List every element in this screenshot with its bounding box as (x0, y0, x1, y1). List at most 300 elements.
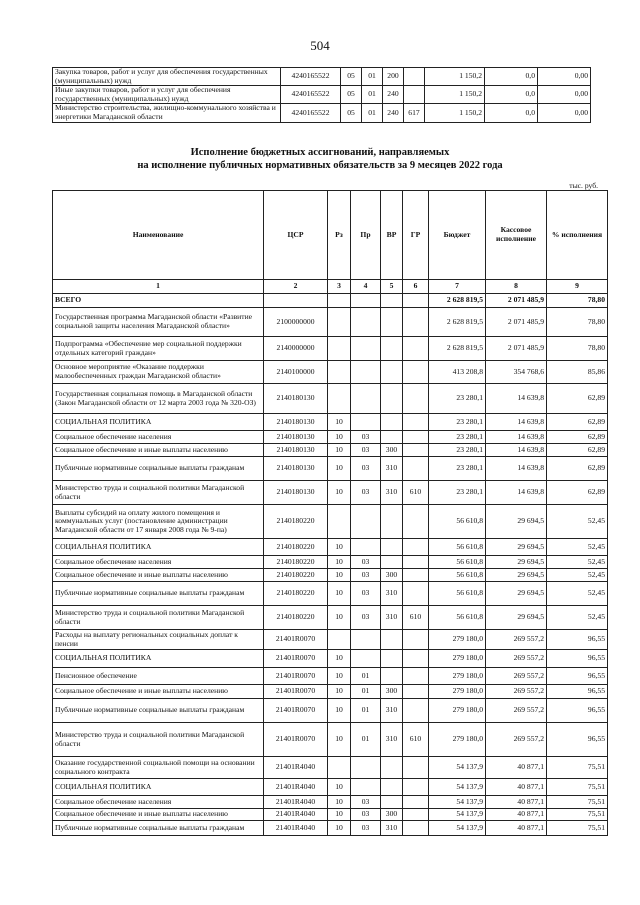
cell-vr (381, 294, 403, 308)
column-number: 9 (547, 280, 608, 294)
cell-vr: 300 (381, 685, 403, 699)
cell-budget: 23 280,1 (429, 444, 486, 457)
cell-csr: 2140180130 (264, 431, 328, 444)
cell-pct: 96,55 (547, 668, 608, 685)
cell-csr: 2140180130 (264, 457, 328, 481)
cell-pct: 78,80 (547, 337, 608, 361)
table-row (53, 668, 608, 685)
cell-pct: 52,45 (547, 556, 608, 569)
cell-pr: 03 (351, 431, 381, 444)
cell-csr: 21401R4040 (264, 796, 328, 809)
cell-vr (381, 650, 403, 668)
cell-gr: 610 (403, 481, 429, 505)
cell-budget: 56 610,8 (429, 569, 486, 582)
header-pct: % исполнения (547, 191, 608, 280)
cell-rz: 10 (328, 821, 351, 836)
cell-pr (351, 294, 381, 308)
cell-pr (351, 337, 381, 361)
header-cash: Кассовое исполнение (486, 191, 547, 280)
cell-cash: 40 877,1 (486, 821, 547, 836)
cell-pct: 75,51 (547, 796, 608, 809)
cell-gr (403, 685, 429, 699)
cell-csr: 2140000000 (264, 337, 328, 361)
cell-pr: 03 (351, 821, 381, 836)
cell-rz: 10 (328, 699, 351, 723)
cell-rz: 10 (328, 796, 351, 809)
cell-cash: 29 694,5 (486, 606, 547, 630)
report-title-line-1: Исполнение бюджетных ассигнований, направляемых (190, 147, 450, 158)
column-number: 2 (264, 280, 328, 294)
table-row (53, 821, 608, 836)
cell-vr (381, 337, 403, 361)
column-number: 1 (53, 280, 264, 294)
cell-budget: 56 610,8 (429, 505, 486, 539)
table-row (53, 757, 608, 779)
cell-pct: 52,45 (547, 606, 608, 630)
cell-pct: 0,00 (538, 68, 591, 86)
cell-cash: 269 557,2 (486, 699, 547, 723)
cell-pct: 62,89 (547, 457, 608, 481)
cell-pct: 0,00 (538, 86, 591, 104)
cell-cash: 29 694,5 (486, 539, 547, 556)
cell-vr (381, 539, 403, 556)
cell-pct: 75,51 (547, 757, 608, 779)
cell-rz (328, 294, 351, 308)
cell-budget: 23 280,1 (429, 414, 486, 431)
cell-cash: 269 557,2 (486, 630, 547, 650)
cell-gr: 610 (403, 723, 429, 757)
table-row (53, 539, 608, 556)
cell-gr: 617 (404, 104, 425, 122)
cell-cash: 269 557,2 (486, 650, 547, 668)
column-number: 3 (328, 280, 351, 294)
cell-cash: 0,0 (485, 104, 538, 122)
table-row (53, 505, 608, 539)
cell-csr: 4240165522 (281, 104, 341, 122)
cell-rz: 10 (328, 685, 351, 699)
cell-rz: 10 (328, 556, 351, 569)
cell-pct: 75,51 (547, 779, 608, 796)
cell-pct: 62,89 (547, 384, 608, 414)
cell-gr (403, 809, 429, 821)
cell-rz (328, 337, 351, 361)
cell-pr: 03 (351, 481, 381, 505)
cell-cash: 269 557,2 (486, 723, 547, 757)
cell-name: СОЦИАЛЬНАЯ ПОЛИТИКА (53, 539, 264, 556)
cell-pct: 62,89 (547, 481, 608, 505)
cell-name: Оказание государственной социальной помощи на основании социального контракта (53, 757, 264, 779)
cell-cash: 14 639,8 (486, 431, 547, 444)
cell-pr: 01 (351, 685, 381, 699)
cell-pr: 03 (351, 569, 381, 582)
cell-csr: 2100000000 (264, 308, 328, 337)
cell-pr (351, 505, 381, 539)
cell-rz: 10 (328, 414, 351, 431)
cell-vr: 310 (381, 457, 403, 481)
cell-csr: 21401R0070 (264, 723, 328, 757)
cell-rz: 10 (328, 431, 351, 444)
cell-name: Министерство труда и социальной политики Магаданской области (53, 606, 264, 630)
table-row (53, 630, 608, 650)
cell-budget: 2 628 819,5 (429, 308, 486, 337)
cell-cash: 29 694,5 (486, 569, 547, 582)
cell-name: Социальное обеспечение и иные выплаты населению (53, 569, 264, 582)
cell-vr (381, 414, 403, 431)
cell-rz (328, 630, 351, 650)
cell-gr: 610 (403, 606, 429, 630)
cell-budget: 54 137,9 (429, 779, 486, 796)
cell-pr (351, 384, 381, 414)
cell-pct: 75,51 (547, 821, 608, 836)
cell-pct: 62,89 (547, 444, 608, 457)
cell-budget: 279 180,0 (429, 685, 486, 699)
cell-gr (403, 757, 429, 779)
cell-budget: 54 137,9 (429, 809, 486, 821)
cell-rz: 10 (328, 457, 351, 481)
cell-cash: 14 639,8 (486, 481, 547, 505)
cell-gr (403, 444, 429, 457)
table-row (53, 796, 608, 809)
cell-gr (404, 68, 425, 86)
cell-pct: 96,55 (547, 699, 608, 723)
cell-vr (381, 630, 403, 650)
column-number: 4 (351, 280, 381, 294)
cell-gr (403, 384, 429, 414)
table-row (53, 308, 608, 337)
cell-rz: 10 (328, 723, 351, 757)
cell-pr: 03 (351, 444, 381, 457)
table-row (53, 86, 591, 104)
cell-vr: 310 (381, 606, 403, 630)
cell-pct: 85,86 (547, 361, 608, 384)
cell-budget: 1 150,2 (425, 86, 485, 104)
cell-pr: 03 (351, 809, 381, 821)
cell-vr (381, 668, 403, 685)
cell-gr (403, 337, 429, 361)
cell-csr: 2140180220 (264, 539, 328, 556)
cell-csr: 2140100000 (264, 361, 328, 384)
cell-pr (351, 757, 381, 779)
cell-vr: 310 (381, 821, 403, 836)
cell-budget: 279 180,0 (429, 699, 486, 723)
cell-vr (381, 384, 403, 414)
cell-rz: 10 (328, 444, 351, 457)
cell-name: Основное мероприятие «Оказание поддержки малообеспеченных граждан Магаданской области» (53, 361, 264, 384)
cell-pr (351, 650, 381, 668)
cell-pr: 01 (362, 68, 383, 86)
cell-pr (351, 308, 381, 337)
cell-pct: 62,89 (547, 414, 608, 431)
table-row (53, 779, 608, 796)
cell-pct: 62,89 (547, 431, 608, 444)
cell-csr: 21401R0070 (264, 699, 328, 723)
cell-pct: 75,51 (547, 809, 608, 821)
header-pr: Пр (351, 191, 381, 280)
cell-pct: 52,45 (547, 582, 608, 606)
cell-budget: 23 280,1 (429, 481, 486, 505)
cell-cash: 2 071 485,9 (486, 337, 547, 361)
cell-rz: 10 (328, 809, 351, 821)
cell-budget: 56 610,8 (429, 556, 486, 569)
cell-rz: 05 (341, 86, 362, 104)
header-name: Наименование (53, 191, 264, 280)
cell-rz: 10 (328, 779, 351, 796)
cell-name: Министерство строительства, жилищно-коммунального хозяйства и энергетики Магаданской области (53, 104, 281, 122)
cell-gr (403, 668, 429, 685)
cell-cash: 40 877,1 (486, 796, 547, 809)
table-row (53, 104, 591, 122)
cell-name: Министерство труда и социальной политики Магаданской области (53, 723, 264, 757)
cell-csr: 21401R4040 (264, 779, 328, 796)
cell-pr: 03 (351, 796, 381, 809)
cell-name: Государственная социальная помощь в Магаданской области (Закон Магаданской области от 12 марта 2003 года № 320-ОЗ) (53, 384, 264, 414)
header-row (53, 191, 608, 280)
cell-cash: 40 877,1 (486, 779, 547, 796)
table-row (53, 444, 608, 457)
table-row (53, 457, 608, 481)
cell-pr (351, 361, 381, 384)
cell-budget: 2 628 819,5 (429, 294, 486, 308)
cell-name: Пенсионное обеспечение (53, 668, 264, 685)
cell-csr: 2140180220 (264, 569, 328, 582)
cell-csr: 2140180130 (264, 384, 328, 414)
table-row (53, 414, 608, 431)
cell-rz: 10 (328, 606, 351, 630)
cell-rz: 10 (328, 539, 351, 556)
cell-pct: 96,55 (547, 650, 608, 668)
cell-cash: 269 557,2 (486, 668, 547, 685)
table-row (53, 606, 608, 630)
cell-rz: 10 (328, 582, 351, 606)
table-row (53, 431, 608, 444)
cell-pct: 52,45 (547, 505, 608, 539)
cell-gr (403, 294, 429, 308)
table-row (53, 361, 608, 384)
cell-rz: 10 (328, 481, 351, 505)
cell-csr: 2140180220 (264, 606, 328, 630)
cell-budget: 279 180,0 (429, 650, 486, 668)
cell-pct: 96,55 (547, 685, 608, 699)
cell-cash: 14 639,8 (486, 414, 547, 431)
cell-vr: 310 (381, 723, 403, 757)
cell-name: Социальное обеспечение населения (53, 796, 264, 809)
cell-budget: 413 208,8 (429, 361, 486, 384)
cell-csr: 2140180130 (264, 444, 328, 457)
cell-budget: 1 150,2 (425, 104, 485, 122)
cell-pct: 96,55 (547, 630, 608, 650)
cell-pr (351, 779, 381, 796)
column-number: 7 (429, 280, 486, 294)
cell-pr: 03 (351, 582, 381, 606)
cell-vr: 240 (383, 104, 404, 122)
cell-vr (381, 431, 403, 444)
cell-pct: 52,45 (547, 539, 608, 556)
cell-name: СОЦИАЛЬНАЯ ПОЛИТИКА (53, 650, 264, 668)
cell-csr: 21401R4040 (264, 809, 328, 821)
cell-vr: 310 (381, 582, 403, 606)
cell-name: Социальное обеспечение и иные выплаты населению (53, 685, 264, 699)
cell-pr (351, 414, 381, 431)
units-label: тыс. руб. (569, 181, 598, 190)
cell-gr (403, 699, 429, 723)
obligations-table (52, 190, 608, 836)
header-gr: ГР (403, 191, 429, 280)
cell-vr (381, 308, 403, 337)
cell-gr (404, 86, 425, 104)
cell-rz: 10 (328, 650, 351, 668)
cell-vr: 300 (381, 809, 403, 821)
table-row (53, 699, 608, 723)
cell-vr: 240 (383, 86, 404, 104)
cell-name: Подпрограмма «Обеспечение мер социальной поддержки отдельных категорий граждан» (53, 337, 264, 361)
cell-name: Государственная программа Магаданской области «Развитие социальной защиты населения Магаданской области» (53, 308, 264, 337)
cell-rz: 10 (328, 569, 351, 582)
table-row (53, 809, 608, 821)
cell-gr (403, 308, 429, 337)
cell-name: Выплаты субсидий на оплату жилого помещения и коммунальных услуг (постановление администрации Магаданской области от 17 января 2008 года № 9-па) (53, 505, 264, 539)
cell-pr: 03 (351, 556, 381, 569)
cell-rz: 10 (328, 668, 351, 685)
cell-gr (403, 505, 429, 539)
cell-gr (403, 556, 429, 569)
cell-rz (328, 308, 351, 337)
cell-cash: 2 071 485,9 (486, 294, 547, 308)
cell-budget: 54 137,9 (429, 757, 486, 779)
cell-pct: 78,80 (547, 294, 608, 308)
cell-name: Социальное обеспечение и иные выплаты населению (53, 444, 264, 457)
cell-budget: 2 628 819,5 (429, 337, 486, 361)
cell-pct: 0,00 (538, 104, 591, 122)
header-csr: ЦСР (264, 191, 328, 280)
cell-gr (403, 630, 429, 650)
cell-budget: 23 280,1 (429, 457, 486, 481)
header-vr: ВР (381, 191, 403, 280)
cell-budget: 279 180,0 (429, 668, 486, 685)
cell-budget: 56 610,8 (429, 539, 486, 556)
cell-pr: 01 (362, 104, 383, 122)
cell-gr (403, 796, 429, 809)
cell-vr: 310 (381, 481, 403, 505)
cell-name: Министерство труда и социальной политики Магаданской области (53, 481, 264, 505)
cell-vr (381, 505, 403, 539)
cell-vr (381, 757, 403, 779)
table-row (53, 685, 608, 699)
cell-csr: 21401R0070 (264, 685, 328, 699)
cell-gr (403, 414, 429, 431)
page-number: 504 (310, 38, 330, 53)
cell-csr: 21401R0070 (264, 668, 328, 685)
cell-budget: 56 610,8 (429, 582, 486, 606)
cell-gr (403, 569, 429, 582)
table-row (53, 556, 608, 569)
cell-csr: 2140180130 (264, 414, 328, 431)
cell-budget: 1 150,2 (425, 68, 485, 86)
table-row (53, 723, 608, 757)
cell-budget: 279 180,0 (429, 630, 486, 650)
cell-pr (351, 630, 381, 650)
cell-vr (381, 779, 403, 796)
cell-pr: 01 (351, 668, 381, 685)
table-row (53, 68, 591, 86)
cell-cash: 29 694,5 (486, 582, 547, 606)
cell-name: Публичные нормативные социальные выплаты гражданам (53, 821, 264, 836)
cell-gr (403, 582, 429, 606)
cell-name: Публичные нормативные социальные выплаты гражданам (53, 582, 264, 606)
cell-csr: 21401R0070 (264, 650, 328, 668)
cell-vr: 300 (381, 444, 403, 457)
cell-pct: 96,55 (547, 723, 608, 757)
column-number: 6 (403, 280, 429, 294)
cell-pct: 52,45 (547, 569, 608, 582)
cell-csr: 2140180220 (264, 582, 328, 606)
cell-csr: 4240165522 (281, 68, 341, 86)
cell-csr: 21401R0070 (264, 630, 328, 650)
cell-rz (328, 757, 351, 779)
cell-budget: 54 137,9 (429, 796, 486, 809)
cell-cash: 14 639,8 (486, 384, 547, 414)
column-number-row (53, 280, 608, 294)
cell-rz (328, 361, 351, 384)
cell-csr: 2140180130 (264, 481, 328, 505)
cell-gr (403, 821, 429, 836)
table-row (53, 384, 608, 414)
cell-csr: 4240165522 (281, 86, 341, 104)
cell-csr: 21401R4040 (264, 757, 328, 779)
cell-cash: 29 694,5 (486, 556, 547, 569)
table-row (53, 337, 608, 361)
cell-gr (403, 539, 429, 556)
cell-cash: 29 694,5 (486, 505, 547, 539)
cell-vr (381, 361, 403, 384)
cell-cash: 40 877,1 (486, 757, 547, 779)
cell-gr (403, 361, 429, 384)
cell-pr: 01 (362, 86, 383, 104)
cell-pr (351, 539, 381, 556)
cell-pr: 01 (351, 723, 381, 757)
cell-budget: 54 137,9 (429, 821, 486, 836)
cell-csr: 2140180220 (264, 556, 328, 569)
cell-gr (403, 431, 429, 444)
cell-cash: 269 557,2 (486, 685, 547, 699)
cell-name: Закупка товаров, работ и услуг для обеспечения государственных (муниципальных) нужд (53, 68, 281, 86)
cell-name: Социальное обеспечение населения (53, 431, 264, 444)
report-title-line-2: на исполнение публичных нормативных обязательств за 9 месяцев 2022 года (137, 160, 503, 171)
cell-vr (381, 556, 403, 569)
cell-pr: 03 (351, 606, 381, 630)
cell-pr: 01 (351, 699, 381, 723)
cell-cash: 40 877,1 (486, 809, 547, 821)
cell-pct: 78,80 (547, 308, 608, 337)
cell-csr: 2140180220 (264, 505, 328, 539)
cell-name: Публичные нормативные социальные выплаты гражданам (53, 457, 264, 481)
cell-name: Социальное обеспечение и иные выплаты населению (53, 809, 264, 821)
header-rz: Рз (328, 191, 351, 280)
cell-name: ВСЕГО (53, 294, 264, 308)
cell-budget: 23 280,1 (429, 431, 486, 444)
cell-cash: 0,0 (485, 86, 538, 104)
cell-pr: 03 (351, 457, 381, 481)
cell-cash: 0,0 (485, 68, 538, 86)
cell-budget: 23 280,1 (429, 384, 486, 414)
header-budget: Бюджет (429, 191, 486, 280)
cell-cash: 354 768,6 (486, 361, 547, 384)
cell-cash: 14 639,8 (486, 457, 547, 481)
table-row (53, 650, 608, 668)
cell-name: Иные закупки товаров, работ и услуг для обеспечения государственных (муниципальных) нужд (53, 86, 281, 104)
cell-name: Социальное обеспечение населения (53, 556, 264, 569)
cell-name: Публичные нормативные социальные выплаты гражданам (53, 699, 264, 723)
cell-vr: 310 (381, 699, 403, 723)
